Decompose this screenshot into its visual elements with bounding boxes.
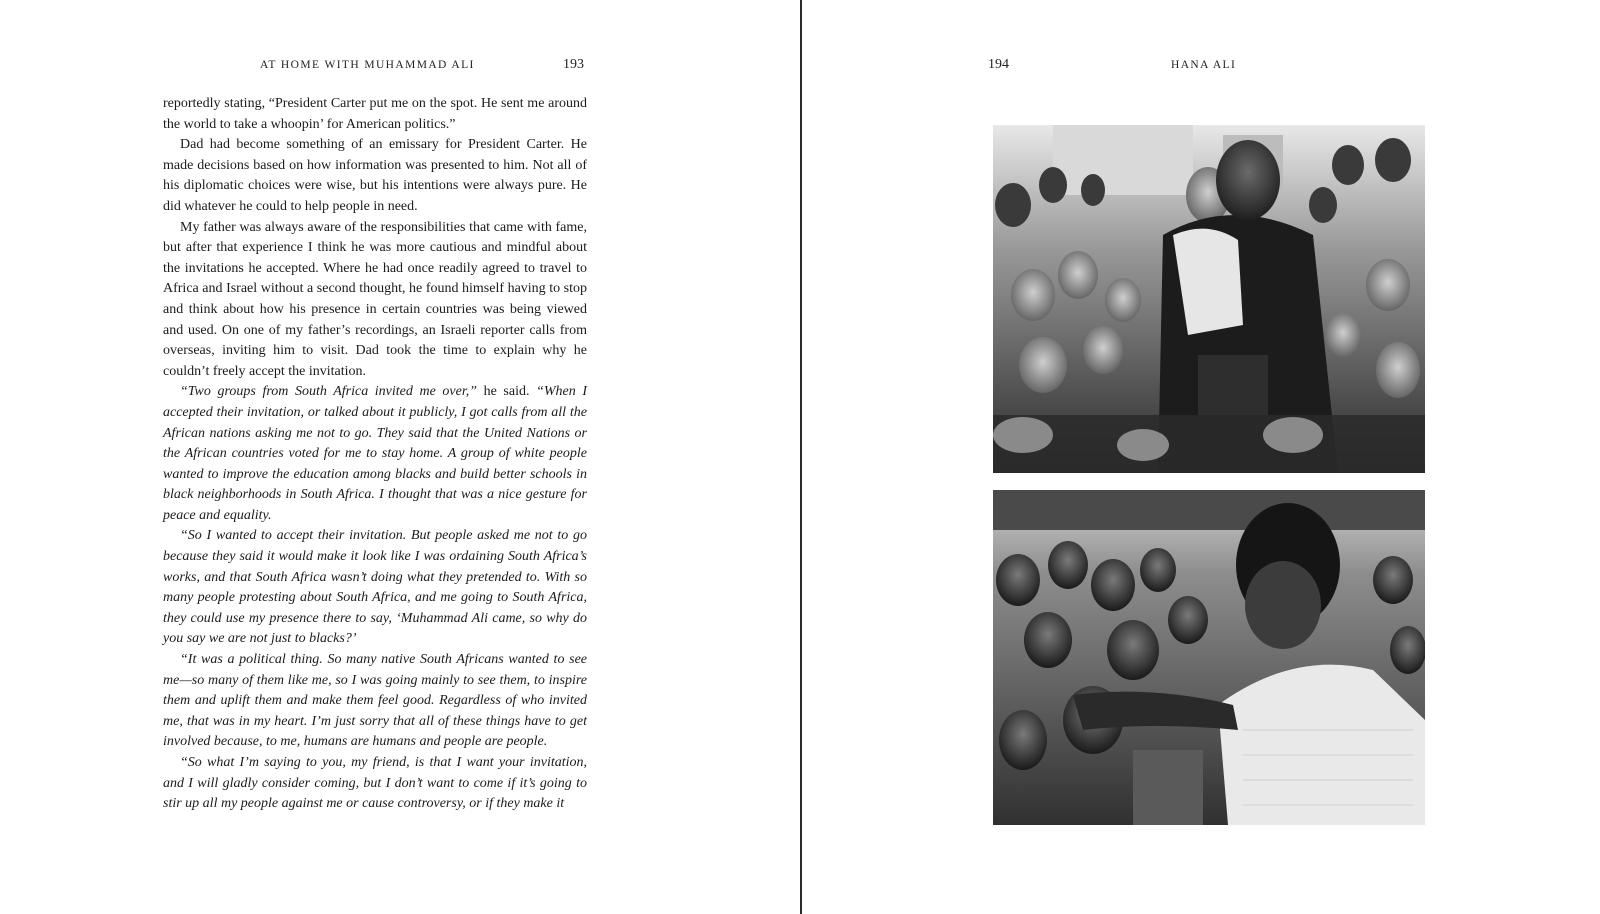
- paragraph: [163, 650, 587, 753]
- photo-top: [993, 125, 1425, 473]
- paragraph: [163, 382, 587, 526]
- text-segment: “So what I’m saying to you, my friend, is that I want your invitation, and I will gladly consider coming, but I don’t want to come if it’s going to stir up all my people against me or cause controversy, or if they make it: [163, 755, 587, 812]
- text-segment: “So I wanted to accept their invitation. But people asked me not to go because they said it would make it look like I was ordaining South Africa’s works, and that South Africa wasn’t doing what they pretended to. With so many people protesting about South Africa, and me going to South Africa, they could use my presence there to say, ‘Muhammad Ali came, so why do you say we are not just to blacks?’: [163, 528, 587, 647]
- text-segment: “When I accepted their invitation, or talked about it publicly, I got calls from all the African nations asking me not to go. They said that the United Nations or the African countries voted for me to stay home. A group of white people wanted to improve the education among blacks and build better schools in black neighborhoods in South Africa. I thought that was a nice gesture for peace and equality.: [163, 384, 587, 523]
- text-segment: “It was a political thing. So many native South Africans wanted to see me—so many of them like me, so I was going mainly to see them, to inspire them and uplift them and make them feel good. Regardless of who invited me, that was in my heart. I’m just sorry that all of these things have to get involved because, to me, humans are humans and people are people.: [163, 652, 587, 750]
- photo-bottom: [993, 490, 1425, 825]
- left-page-number: 193: [563, 57, 584, 72]
- left-running-head: AT HOME WITH MUHAMMAD ALI: [260, 59, 475, 71]
- paragraph: [163, 753, 587, 815]
- paragraph: [163, 218, 587, 383]
- photo-bottom-image: [993, 490, 1425, 825]
- right-running-head: HANA ALI: [1171, 59, 1237, 71]
- paragraph: [163, 94, 587, 135]
- paragraph: [163, 526, 587, 650]
- paragraph: [163, 135, 587, 217]
- text-segment: My father was always aware of the responsibilities that came with fame, but after that experience I think he was more cautious and mindful about the invitations he accepted. Where he had once readily agreed to travel to Africa and Israel without a second thought, he found himself having to stop and think about how his presence in certain countries was being viewed and used. On one of my father’s recordings, an Israeli reporter calls from overseas, inviting him to visit. Dad took the time to explain why he couldn’t freely accept the invitation.: [163, 219, 587, 379]
- left-body-text: [163, 94, 587, 815]
- right-page-number: 194: [988, 57, 1009, 72]
- text-segment: reportedly stating, “President Carter put me on the spot. He sent me around the world to take a whoopin’ for American politics.”: [163, 96, 587, 132]
- text-segment: he said.: [477, 384, 537, 400]
- text-segment: Dad had become something of an emissary for President Carter. He made decisions based on how information was presented to him. Not all of his diplomatic choices were wise, but his intentions were always pure. He did whatever he could to help people in need.: [163, 137, 587, 214]
- photo-top-image: [993, 125, 1425, 473]
- text-segment: “Two groups from South Africa invited me over,”: [180, 384, 478, 400]
